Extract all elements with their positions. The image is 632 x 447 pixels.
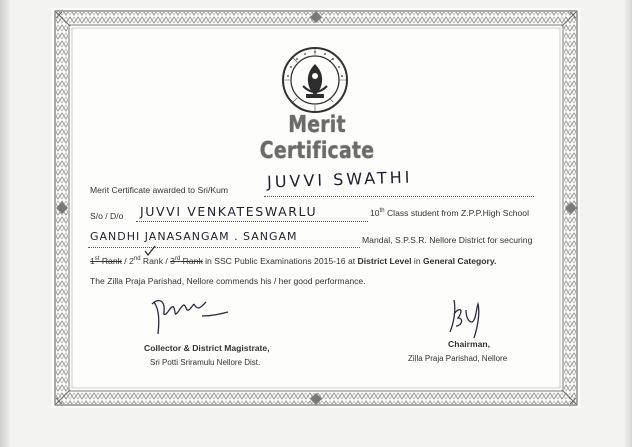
- page-shadow-right: [624, 0, 632, 447]
- tick-mark-icon: [144, 245, 156, 257]
- student-name: JUVVI SWATHI: [266, 167, 413, 192]
- name-line: [264, 195, 534, 197]
- chairman-signature-icon: [444, 296, 488, 342]
- certificate-title: Merit Certificate: [259, 112, 375, 164]
- district-text: Mandal, S.P.S.R. Nellore District for securing: [362, 235, 533, 245]
- collector-place: Sri Potti Sriramulu Nellore Dist.: [150, 358, 261, 367]
- government-seal-icon: [281, 46, 349, 114]
- collector-signature-icon: [146, 294, 232, 340]
- awarded-prefix: Merit Certificate awarded to Sri/Kum: [90, 185, 229, 195]
- rank-line: 1st Rank / 2nd Rank / 3rd Rank in SSC Public Examinations 2015-16 at District Level in General Category.: [90, 256, 497, 266]
- page-shadow-left: [0, 0, 10, 447]
- collector-title: Collector & District Magistrate,: [144, 343, 270, 353]
- rank-third: 3rd Rank: [170, 256, 203, 266]
- rank-first: 1st Rank: [90, 256, 122, 266]
- rank-second: 2nd Rank: [129, 256, 163, 266]
- merit-certificate: [52, 8, 580, 408]
- parent-name: JUVVI VENKATESWARLU: [140, 204, 318, 219]
- parent-line: [136, 220, 368, 222]
- commend-text: The Zilla Praja Parishad, Nellore commends his / her good performance.: [90, 276, 366, 286]
- chairman-place: Zilla Praja Parishad, Nellore: [408, 354, 508, 363]
- chairman-title: Chairman,: [448, 339, 491, 349]
- class-info: 10th Class student from Z.P.P.High School: [370, 208, 529, 218]
- parent-prefix: S/o / D/o: [90, 211, 124, 221]
- school-line: [88, 246, 360, 248]
- school-name: GANDHI JANASANGAM . SANGAM: [90, 230, 298, 243]
